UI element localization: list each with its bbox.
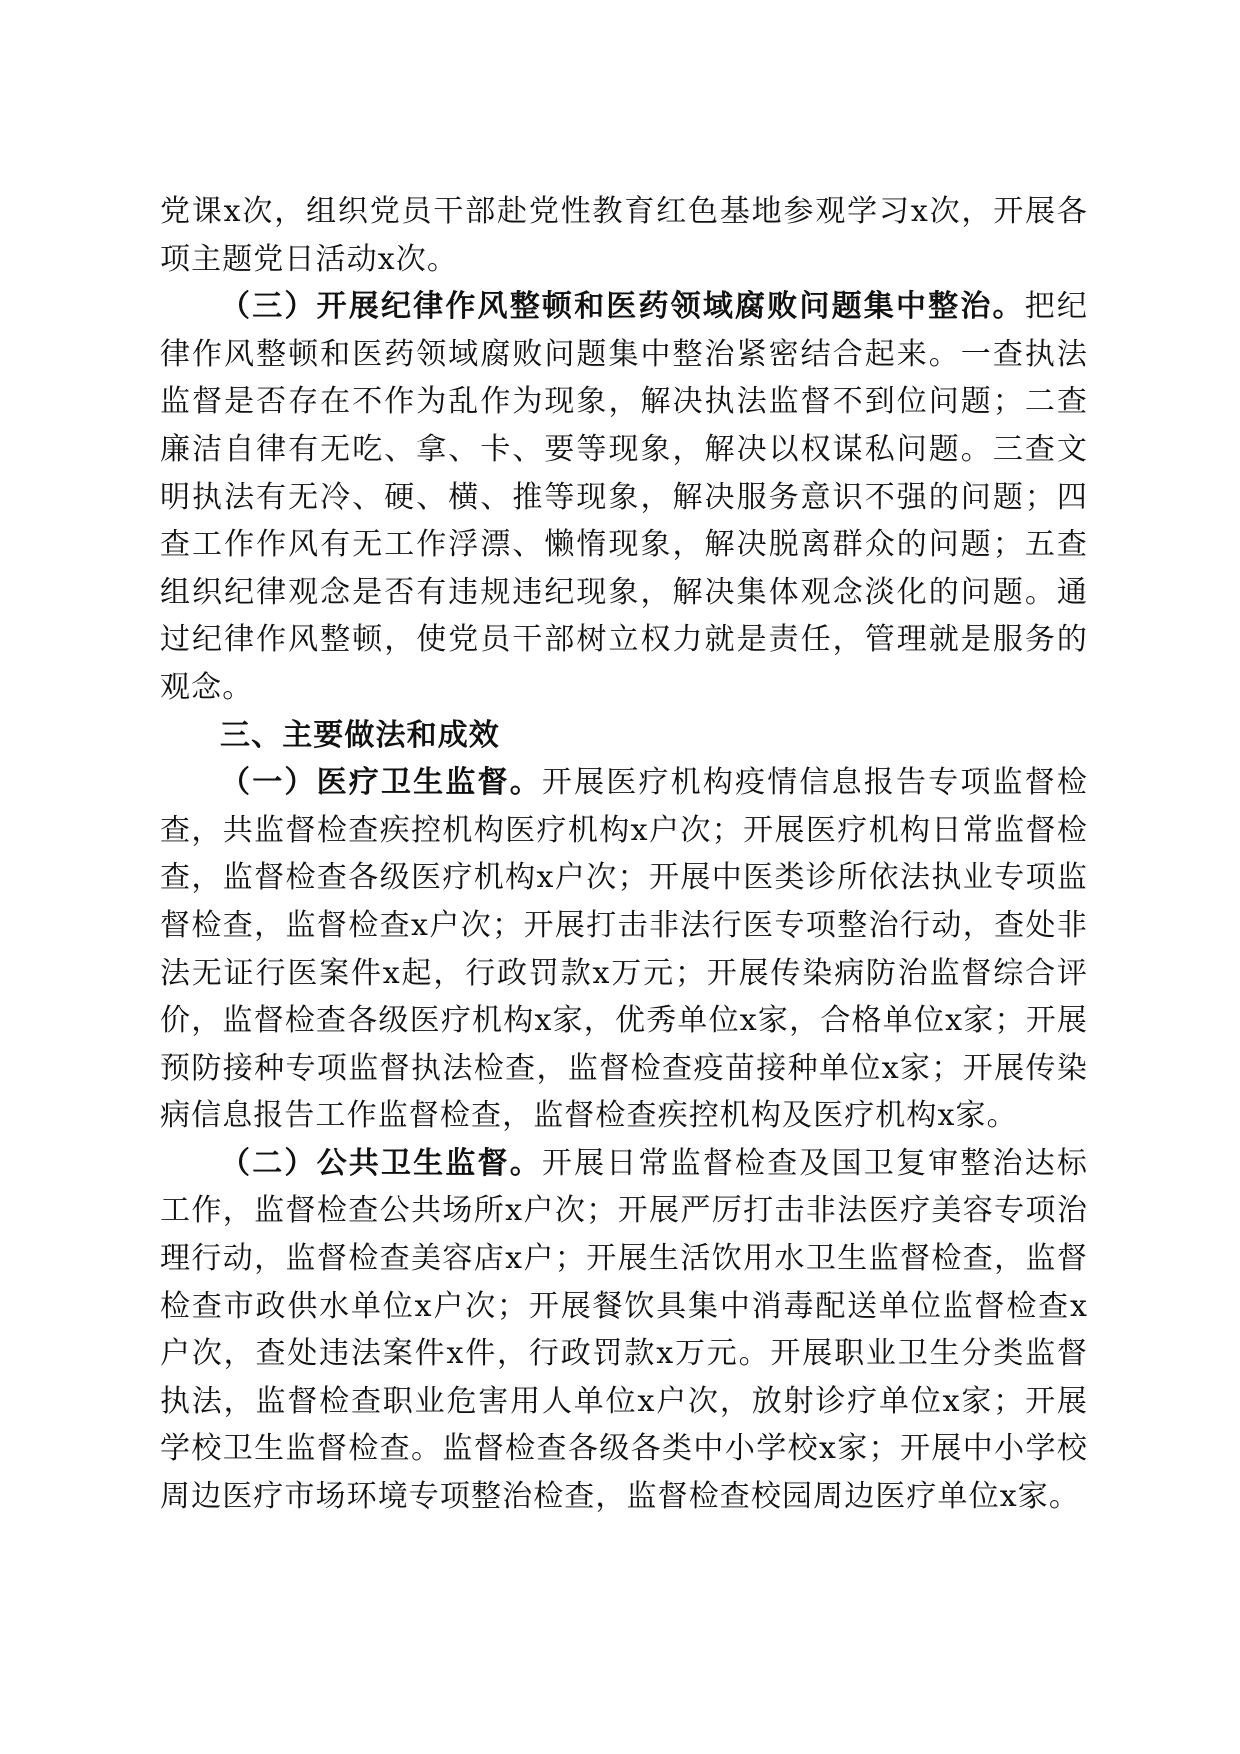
item-2-paragraph	[160, 1140, 1088, 1521]
item-2-body: 开展日常监督检查及国卫复审整治达标工作，监督检查公共场所x户次；开展严厉打击非法医疗美容专项治理行动，监督检查美容店x户；开展生活饮用水卫生监督检查，监督检查市政供水单位x户次；开展餐饮具集中消毒配送单位监督检查x户次，查处违法案件x件，行政罚款x万元。开展职业卫生分类监督执法，监督检查职业危害用人单位x户次，放射诊疗单位x家；开展学校卫生监督检查。监督检查各级各类中小学校x家；开展中小学校周边医疗市场环境专项整治检查，监督检查校园周边医疗单位x家。	[160, 1145, 1089, 1515]
item-1-title: （一）医疗卫生监督。	[220, 765, 542, 801]
continuation-paragraph: 党课x次，组织党员干部赴党性教育红色基地参观学习x次，开展各项主题党日活动x次。	[160, 194, 1088, 277]
section-3-title: （三）开展纪律作风整顿和医药领域腐败问题集中整治。	[220, 289, 1025, 325]
section-3-body: 把纪律作风整顿和医药领域腐败问题集中整治紧密结合起来。一查执法监督是否存在不作为乱作为现象，解决执法监督不到位问题；二查廉洁自律有无吃、拿、卡、要等现象，解决以权谋私问题。三查文明执法有无冷、硬、横、推等现象，解决服务意识不强的问题；四查工作作风有无工作浮漂、懒惰现象，解决脱离群众的问题；五查组织纪律观念是否有违规违纪现象，解决集体观念淡化的问题。通过纪律作风整顿，使党员干部树立权力就是责任，管理就是服务的观念。	[160, 289, 1089, 705]
section-3-paragraph	[160, 283, 1088, 711]
item-2-title: （二）公共卫生监督。	[220, 1145, 542, 1181]
item-1-paragraph	[160, 759, 1088, 1140]
item-1-body: 开展医疗机构疫情信息报告专项监督检查，共监督检查疾控机构医疗机构x户次；开展医疗机构日常监督检查，监督检查各级医疗机构x户次；开展中医类诊所依法执业专项监督检查，监督检查x户次；开展打击非法行医专项整治行动，查处非法无证行医案件x起，行政罚款x万元；开展传染病防治监督综合评价，监督检查各级医疗机构x家，优秀单位x家，合格单位x家；开展预防接种专项监督执法检查，监督检查疫苗接种单位x家；开展传染病信息报告工作监督检查，监督检查疾控机构及医疗机构x家。	[160, 765, 1089, 1134]
document-page	[160, 188, 1088, 1521]
main-heading: 三、主要做法和成效	[220, 717, 500, 753]
